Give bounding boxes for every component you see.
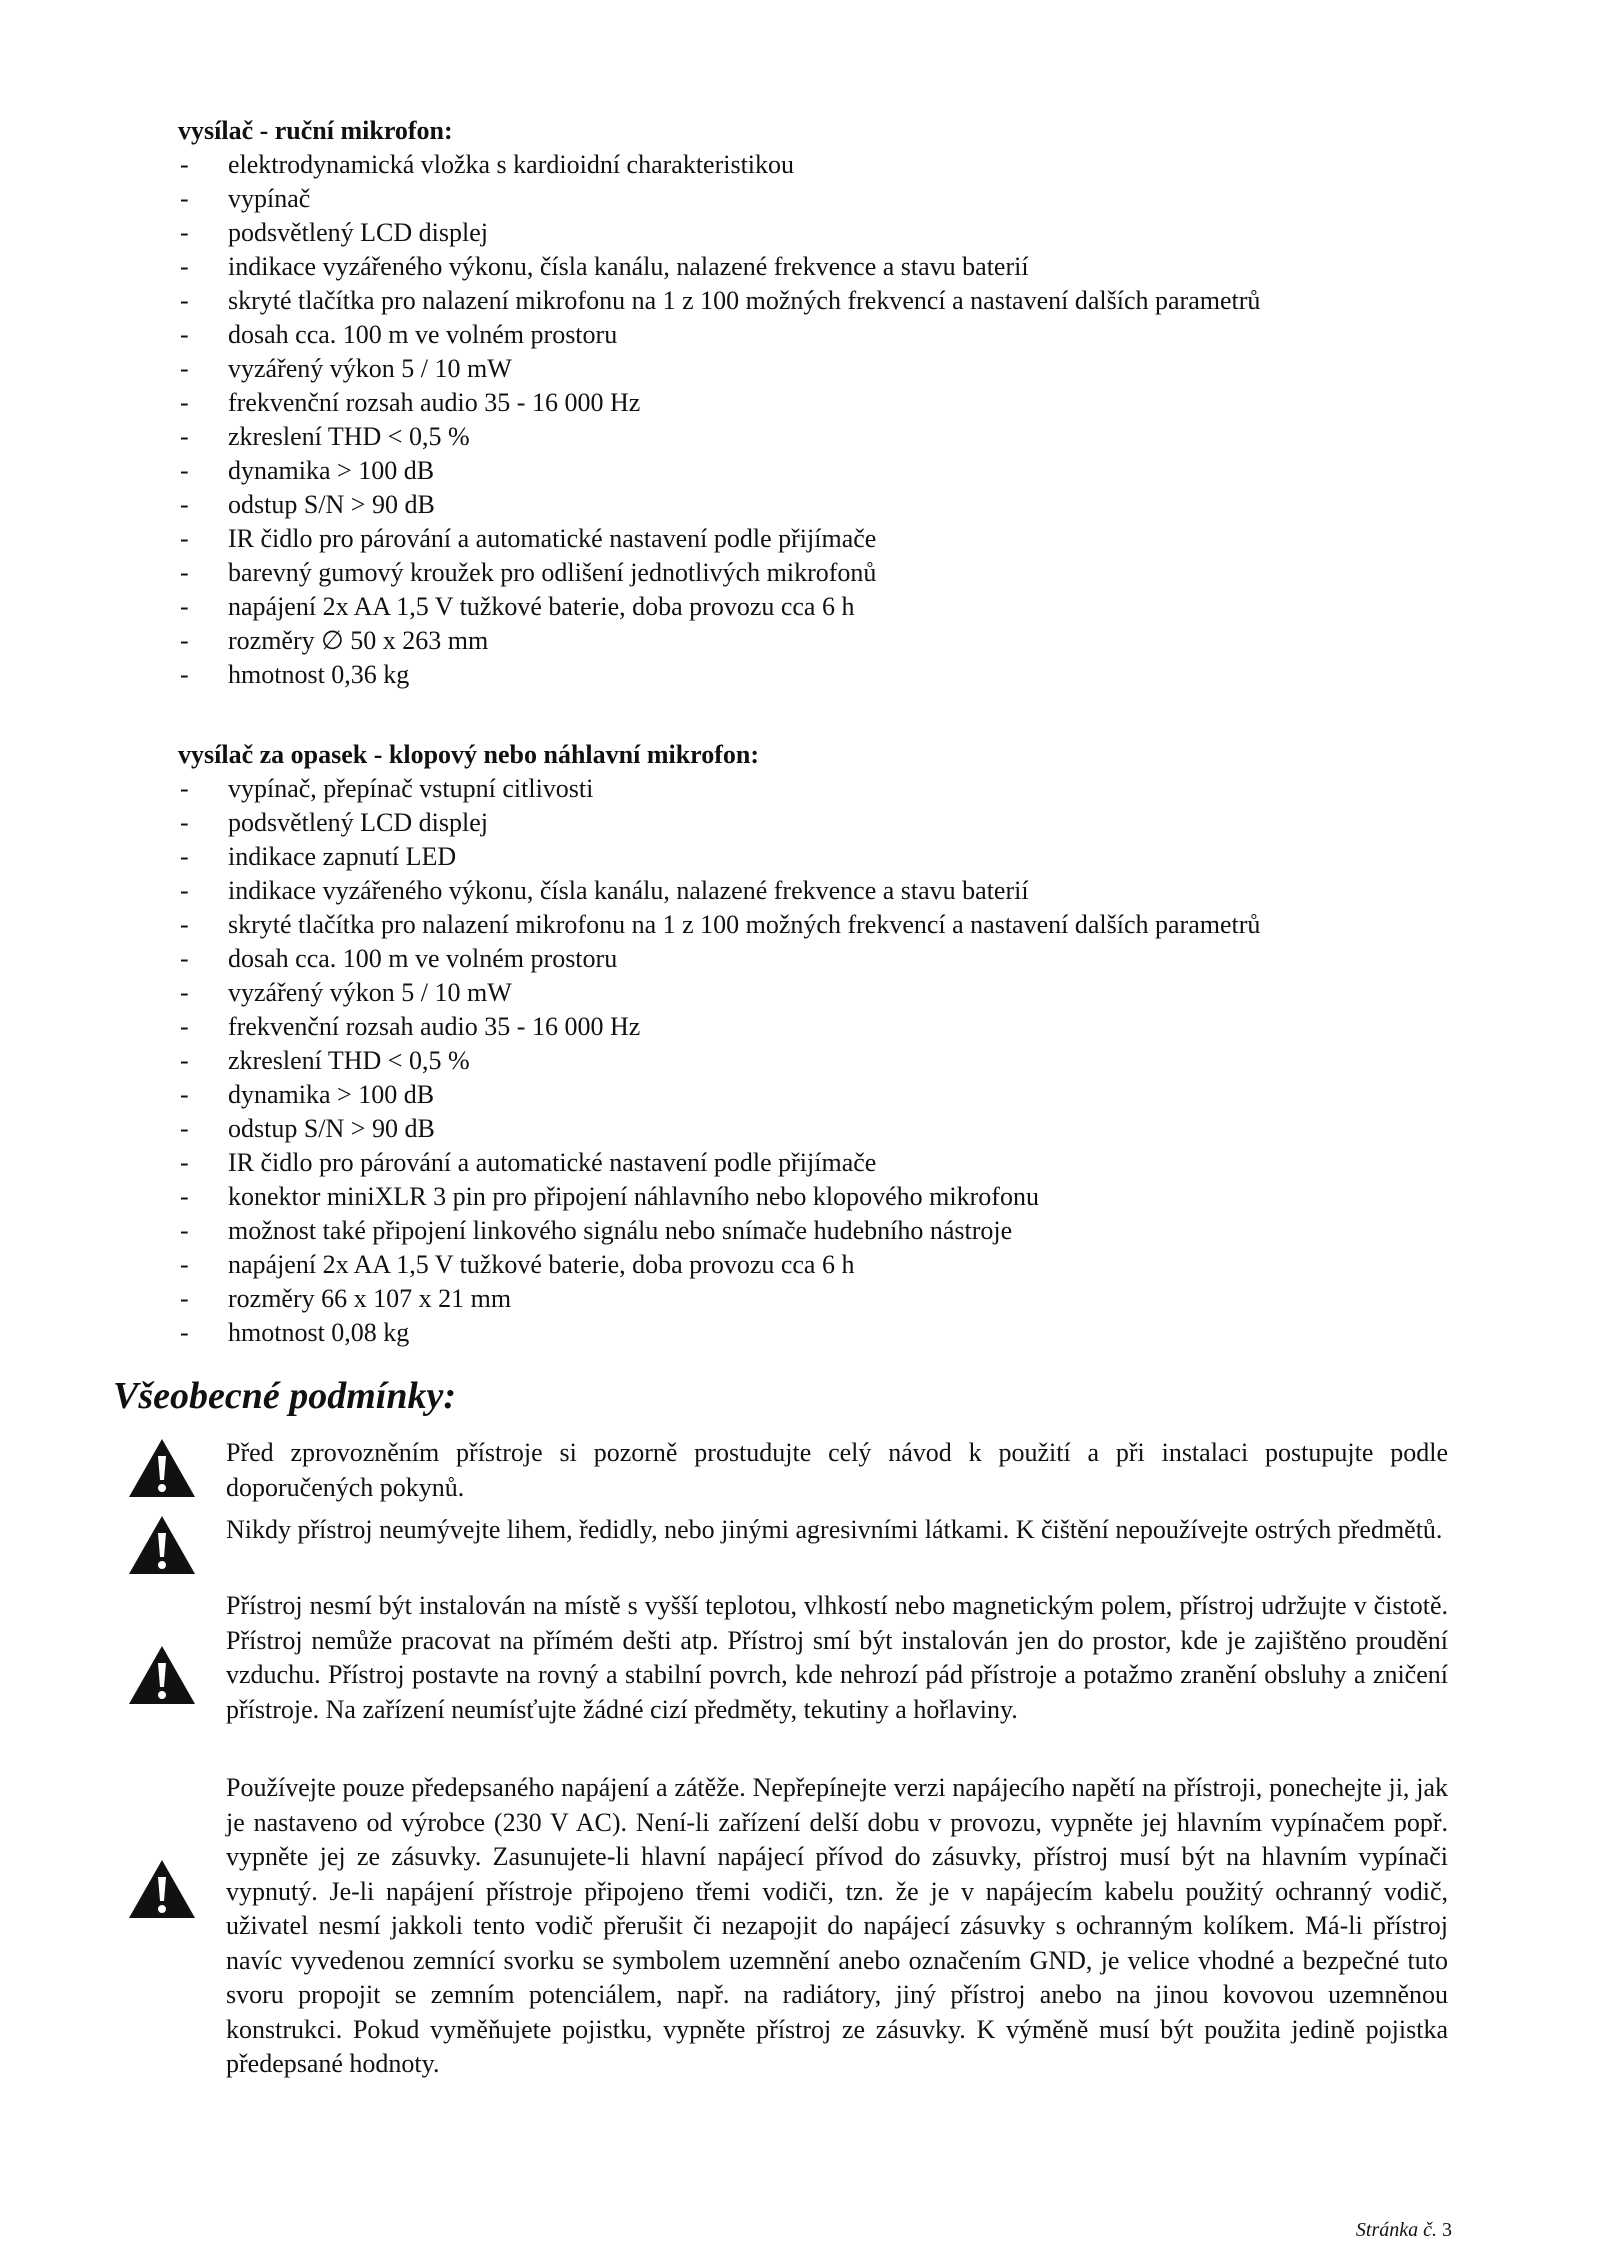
warning-text: Nikdy přístroj neumývejte lihem, ředidly, nebo jinými agresivními látkami. K čištění nepoužívejte ostrých předmětů. xyxy=(226,1515,1443,1544)
list-item: - napájení 2x AA 1,5 V tužkové baterie, doba provozu cca 6 h xyxy=(180,1250,855,1279)
warning-block xyxy=(118,1771,1448,2091)
warning-triangle-icon xyxy=(128,1515,196,1575)
warning-block xyxy=(118,1589,1448,1764)
page-footer xyxy=(1356,2219,1452,2242)
list-item: - dynamika > 100 dB xyxy=(180,456,435,485)
list-item: - odstup S/N > 90 dB xyxy=(180,1114,435,1143)
warning-text: Přístroj nesmí být instalován na místě s vyšší teplotou, vlhkostí nebo magnetickým polem, přístroj udržujte v čistotě. Přístroj nemůže pracovat na přímém dešti atp. Přístroj smí být instalován jen do prostor, kde je zajištěno proudění vzduchu. Přístroj postavte na rovný a stabilní povrch, kde nehrozí pád přístroje a potažmo zranění obsluhy a zničení přístroje. Na zařízení neumísťujte žádné cizí předměty, tekutiny a hořlaviny. xyxy=(226,1591,1448,1724)
list-item: - podsvětlený LCD displej xyxy=(180,218,488,247)
list-item: - elektrodynamická vložka s kardioidní charakteristikou xyxy=(180,150,795,179)
spec-list xyxy=(178,772,1448,1350)
list-item: - odstup S/N > 90 dB xyxy=(180,490,435,519)
warning-triangle-icon xyxy=(128,1645,196,1705)
list-item: - vypínač, přepínač vstupní citlivosti xyxy=(180,774,594,803)
beltpack-transmitter-section xyxy=(178,738,1448,1350)
list-item: - skryté tlačítka pro nalazení mikrofonu na 1 z 100 možných frekvencí a nastavení dalších parametrů xyxy=(180,286,1261,315)
list-item: - hmotnost 0,08 kg xyxy=(180,1318,410,1347)
warning-block xyxy=(118,1513,1448,1583)
warning-triangle-icon xyxy=(128,1438,196,1498)
conditions-heading: Všeobecné podmínky: xyxy=(113,1375,457,1417)
list-item: - skryté tlačítka pro nalazení mikrofonu na 1 z 100 možných frekvencí a nastavení dalších parametrů xyxy=(180,910,1261,939)
list-item: - konektor miniXLR 3 pin pro připojení náhlavního nebo klopového mikrofonu xyxy=(180,1182,1039,1211)
page-number: 3 xyxy=(1442,2219,1452,2241)
list-item: - vypínač xyxy=(180,184,311,213)
spec-list xyxy=(178,148,1448,692)
list-item: - barevný gumový kroužek pro odlišení jednotlivých mikrofonů xyxy=(180,558,877,587)
list-item: - rozměry 66 x 107 x 21 mm xyxy=(180,1284,512,1313)
list-item: - zkreslení THD < 0,5 % xyxy=(180,1046,470,1075)
list-item: - hmotnost 0,36 kg xyxy=(180,660,410,689)
list-item: - IR čidlo pro párování a automatické nastavení podle přijímače xyxy=(180,1148,877,1177)
list-item: - možnost také připojení linkového signálu nebo snímače hudebního nástroje xyxy=(180,1216,1013,1245)
warning-block xyxy=(118,1436,1448,1506)
list-item: - zkreslení THD < 0,5 % xyxy=(180,422,470,451)
list-item: - IR čidlo pro párování a automatické nastavení podle přijímače xyxy=(180,524,877,553)
list-item: - indikace vyzářeného výkonu, čísla kanálu, nalazené frekvence a stavu baterií xyxy=(180,252,1029,281)
page-label: Stránka č. xyxy=(1355,2219,1437,2241)
handheld-transmitter-section xyxy=(178,114,1448,692)
list-item: - vyzářený výkon 5 / 10 mW xyxy=(180,354,512,383)
list-item: - indikace vyzářeného výkonu, čísla kanálu, nalazené frekvence a stavu baterií xyxy=(180,876,1029,905)
list-item: - dosah cca. 100 m ve volném prostoru xyxy=(180,320,618,349)
list-item: - frekvenční rozsah audio 35 - 16 000 Hz xyxy=(180,1012,641,1041)
warning-triangle-icon xyxy=(128,1859,196,1919)
list-item: - rozměry ∅ 50 x 263 mm xyxy=(180,626,489,655)
list-item: - frekvenční rozsah audio 35 - 16 000 Hz xyxy=(180,388,641,417)
section-title: vysílač - ruční mikrofon: xyxy=(178,116,453,145)
list-item: - indikace zapnutí LED xyxy=(180,842,457,871)
list-item: - vyzářený výkon 5 / 10 mW xyxy=(180,978,512,1007)
warning-text: Používejte pouze předepsaného napájení a zátěže. Nepřepínejte verzi napájecího napětí na přístroji, ponechejte ji, jak je nastaveno od výrobce (230 V AC). Není-li zařízení delší dobu v provozu, vypněte jej hlavním vypínačem popř. vypněte jej ze zásuvky. Zasunujete-li hlavní napájecí přívod do zásuvky, přístroj musí být na hlavním vypínači vypnutý. Je-li napájení přístroje připojeno třemi vodiči, tzn. že je v napájecím kabelu použitý ochranný vodič, uživatel nesmí jakkoli tento vodič přerušit či nezapojit do napájecí zásuvky s ochranným kolíkem. Má-li přístroj navíc vyvedenou zemnící svorku se symbolem uzemnění anebo označením GND, je velice vhodné a bezpečné tuto svoru propojit se zemním potenciálem, např. na radiátory, jiný přístroj anebo na jinou kovovou uzemněnou konstrukci. Pokud vyměňujete pojistku, vypněte přístroj ze zásuvky. K výměně musí být použita jedině pojistka předepsané hodnoty. xyxy=(226,1773,1448,2078)
warning-text: Před zprovozněním přístroje si pozorně prostudujte celý návod k použití a při instalaci postupujte podle doporučených pokynů. xyxy=(226,1438,1448,1502)
list-item: - podsvětlený LCD displej xyxy=(180,808,488,837)
list-item: - dynamika > 100 dB xyxy=(180,1080,435,1109)
list-item: - napájení 2x AA 1,5 V tužkové baterie, doba provozu cca 6 h xyxy=(180,592,855,621)
list-item: - dosah cca. 100 m ve volném prostoru xyxy=(180,944,618,973)
section-title: vysílač za opasek - klopový nebo náhlavní mikrofon: xyxy=(178,740,760,769)
